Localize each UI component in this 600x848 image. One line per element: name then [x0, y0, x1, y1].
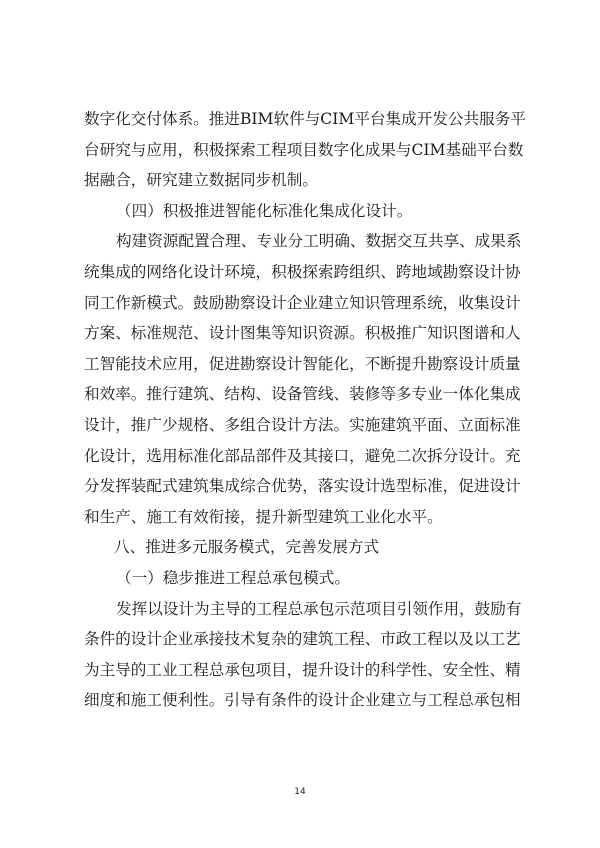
text-line: 条件的设计企业承接技术复杂的建筑工程、市政工程以及以工艺: [84, 630, 521, 649]
body-text: [84, 104, 526, 716]
text-line: 设计，推广少规格、多组合设计方法。实施建筑平面、立面标准: [84, 415, 521, 434]
text-line: 统集成的网络化设计环境，积极探索跨组织、跨地域勘察设计协: [84, 262, 521, 281]
text-line: 据融合，研究建立数据同步机制。: [84, 171, 318, 190]
text-line: 细度和施工便利性。引导有条件的设计企业建立与工程总承包相: [84, 691, 521, 710]
section-heading: 八、推进多元服务模式，完善发展方式: [114, 538, 380, 557]
text-line: 为主导的工业工程总承包项目，提升设计的科学性、安全性、精: [84, 660, 521, 679]
paragraph-first-line: 发挥以设计为主导的工程总承包示范项目引领作用，鼓励有: [116, 599, 522, 618]
text-line: 化设计，选用标准化部品部件及其接口，避免二次拆分设计。充: [84, 446, 521, 465]
text-line: 数字化交付体系。推进BIM软件与CIM平台集成开发公共服务平: [84, 110, 526, 128]
page-number: 14: [294, 787, 306, 797]
section-subheading: （一）稳步推进工程总承包模式。: [116, 568, 350, 587]
text-line: 同工作新模式。鼓励勘察设计企业建立知识管理系统，收集设计: [84, 293, 521, 312]
text-line: 分发挥装配式建筑集成综合优势，落实设计选型标准，促进设计: [84, 477, 521, 496]
text-line: 方案、标准规范、设计图集等知识资源。积极推广知识图谱和人: [84, 324, 521, 343]
text-line: 和生产、施工有效衔接，提升新型建筑工业化水平。: [84, 507, 443, 526]
text-line: 和效率。推行建筑、结构、设备管线、装修等多专业一体化集成: [84, 385, 521, 404]
text-line: 台研究与应用，积极探索工程项目数字化成果与CIM基础平台数: [84, 140, 524, 159]
text-line: 工智能技术应用，促进勘察设计智能化，不断提升勘察设计质量: [84, 354, 521, 373]
paragraph-first-line: 构建资源配置合理、专业分工明确、数据交互共享、成果系: [116, 232, 522, 251]
section-subheading: （四）积极推进智能化标准化集成化设计。: [116, 201, 413, 220]
